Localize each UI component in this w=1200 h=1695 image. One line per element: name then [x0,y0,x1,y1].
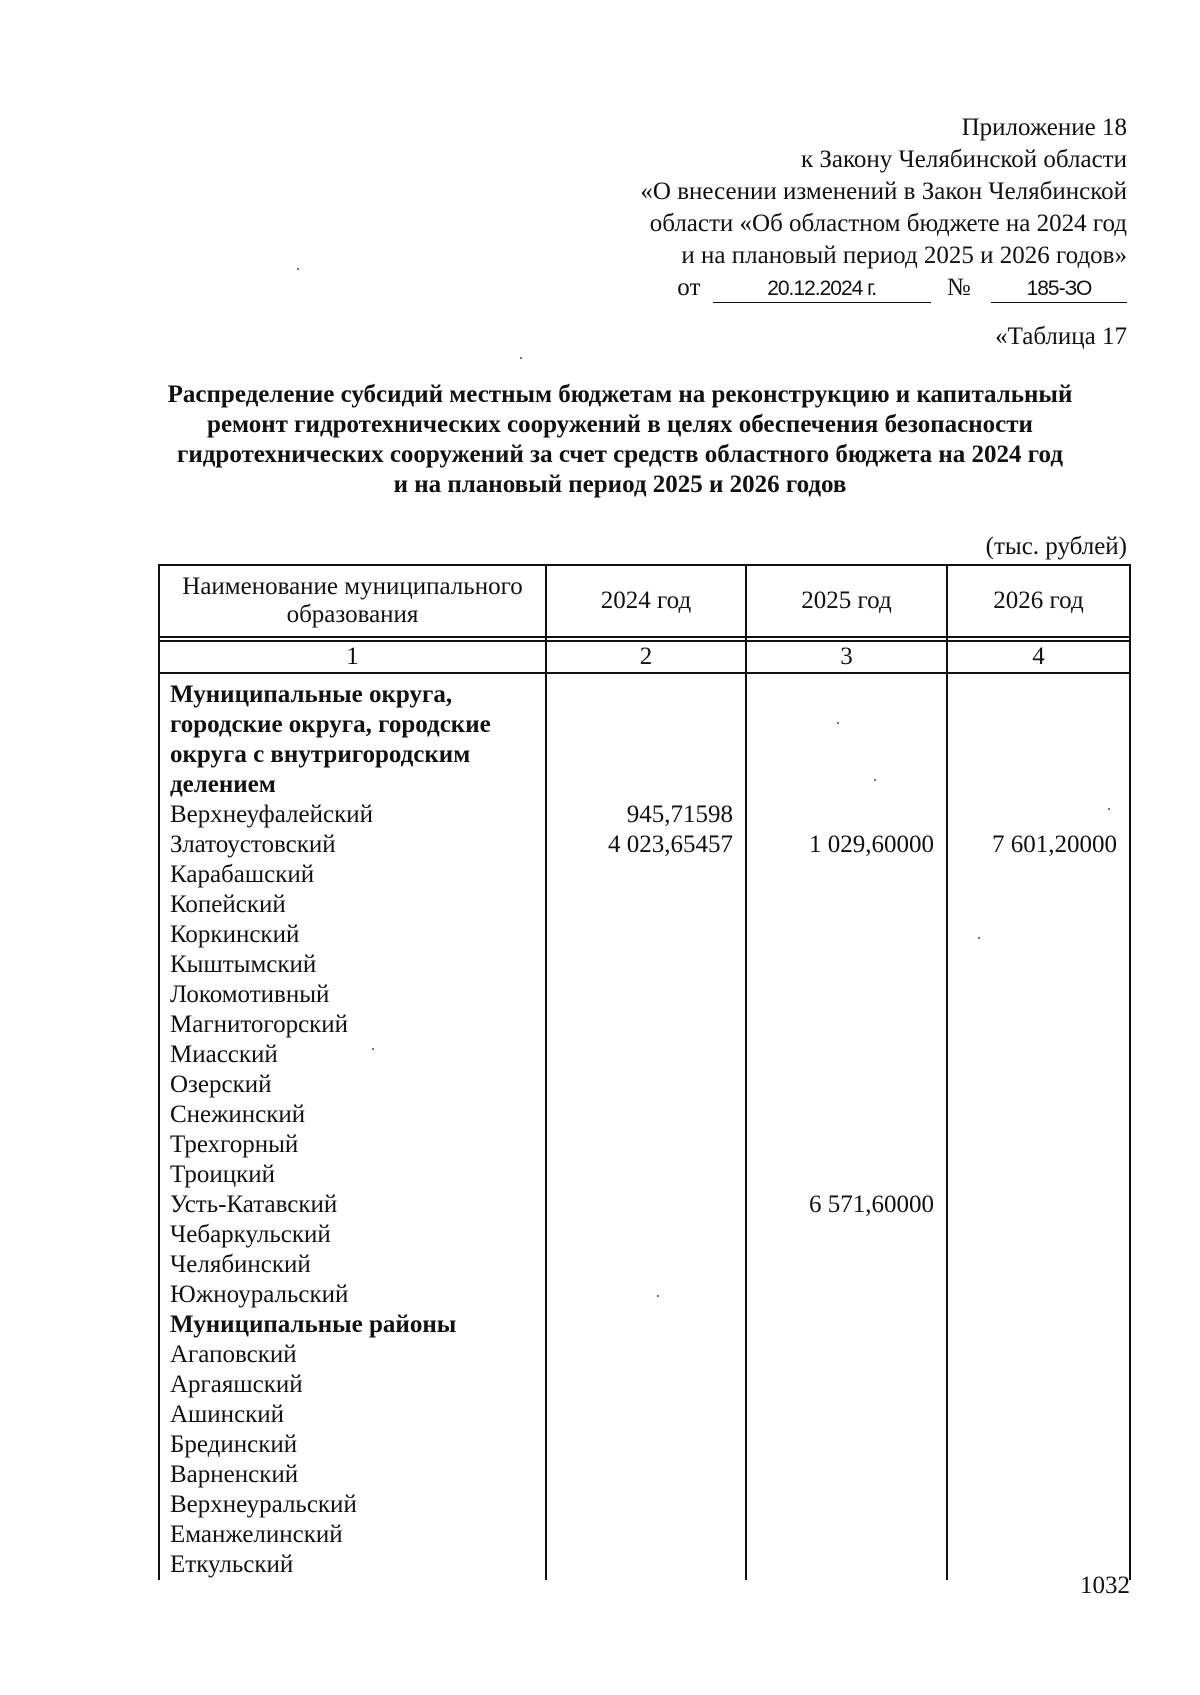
municipality-name: Еткульский [170,1551,294,1578]
value-2025: 1 029,60000 [809,831,934,858]
value-2025 [747,1280,946,1310]
value-2026 [948,1250,1129,1280]
value-2026 [948,1490,1129,1520]
number-label: № [946,274,971,301]
title-line: Распределение субсидий местным бюджетам на реконструкцию и капитальный [167,381,1073,408]
scan-speck [874,779,876,781]
value-2025 [747,1070,946,1100]
value-2025 [747,890,946,920]
value-2024 [547,1310,745,1340]
values-2025-column [746,673,947,1580]
law-number: 185-ЗО [991,276,1127,303]
appendix-period-line: и на плановый период 2025 и 2026 годов» [681,242,1127,269]
column-number: 2 [546,641,746,673]
value-2024 [547,1460,745,1490]
municipality-name: Аргаяшский [170,1371,303,1398]
header-2025: 2025 год [746,565,947,637]
value-2025 [747,800,946,830]
value-2026 [948,800,1129,830]
scan-speck [372,1048,374,1050]
municipality-name: Кыштымский [170,951,317,978]
value-2026 [948,920,1129,950]
value-2026 [948,770,1129,800]
value-2026 [948,1520,1129,1550]
value-2025 [747,1490,946,1520]
value-2025 [747,1250,946,1280]
value-2026 [948,1370,1129,1400]
values-2026-column [947,673,1130,1580]
value-2026 [948,1100,1129,1130]
title-line: гидротехнических сооружений за счет средств областного бюджета на 2024 год [177,441,1063,468]
value-2025 [747,950,946,980]
municipality-column [159,673,546,1580]
value-2026 [948,1070,1129,1100]
value-2024 [547,1100,745,1130]
municipality-name: Еманжелинский [170,1521,343,1548]
table-label: «Таблица 17 [995,323,1127,350]
value-2026 [948,890,1129,920]
municipality-name: Ашинский [170,1401,285,1428]
municipality-name: Коркинский [170,921,300,948]
value-2025 [747,1310,946,1340]
table-header-row [159,565,1130,637]
scan-speck [1108,808,1110,810]
appendix-budget-line: области «Об областном бюджете на 2024 год [649,210,1127,237]
value-2024 [547,1130,745,1160]
value-2025 [747,1100,946,1130]
value-2024: 945,71598 [626,801,733,828]
column-number-row [159,641,1130,673]
value-2024 [547,740,745,770]
municipality-name: Челябинский [170,1251,311,1278]
title-line: и на плановый период 2025 и 2026 годов [393,471,847,498]
value-2025 [747,920,946,950]
municipality-name: Озерский [170,1071,272,1098]
municipality-name: Варненский [170,1461,299,1488]
value-2024 [547,710,745,740]
municipality-name: Южноуральский [170,1281,349,1308]
value-2026 [948,980,1129,1010]
value-2025 [747,1520,946,1550]
scan-speck [520,357,522,359]
value-2025 [747,740,946,770]
value-2025: 6 571,60000 [809,1191,934,1218]
appendix-amendment-line: «О внесении изменений в Закон Челябинской [640,178,1127,205]
appendix-law-line: к Закону Челябинской области [801,146,1127,173]
column-number: 4 [947,641,1130,673]
municipality-name: Магнитогорский [170,1011,349,1038]
value-2025 [747,1130,946,1160]
value-2025 [747,1160,946,1190]
value-2024 [547,860,745,890]
value-2024 [547,1010,745,1040]
value-2024 [547,1190,745,1220]
municipality-name: Троицкий [170,1161,275,1188]
value-2026 [948,1310,1129,1340]
value-2025 [747,860,946,890]
value-2026 [948,740,1129,770]
value-2024 [547,1280,745,1310]
value-2025 [747,1370,946,1400]
title-line: ремонт гидротехнических сооружений в целях обеспечения безопасности [207,411,1033,438]
value-2025 [747,1400,946,1430]
value-2025 [747,980,946,1010]
value-2026 [948,860,1129,890]
header-municipality: Наименование муниципального образования [159,565,546,637]
value-2026 [948,680,1129,710]
value-2026 [948,1460,1129,1490]
table-body-row [159,673,1130,1580]
value-2024 [547,1070,745,1100]
value-2024 [547,1340,745,1370]
municipality-name: Верхнеуфалейский [170,801,373,828]
municipality-name: Снежинский [170,1101,306,1128]
value-2024 [547,920,745,950]
value-2024 [547,1040,745,1070]
value-2025 [747,770,946,800]
value-2025 [747,680,946,710]
value-2024 [547,1430,745,1460]
value-2025 [747,1040,946,1070]
page-number: 1032 [1080,1572,1130,1599]
scan-speck [297,268,299,270]
value-2026 [948,1130,1129,1160]
value-2024 [547,1550,745,1580]
value-2024 [547,950,745,980]
value-2024 [547,1220,745,1250]
value-2024 [547,1490,745,1520]
group-heading: округа с внутригородским [170,741,471,768]
group-heading: городские округа, городские [170,711,491,738]
column-number: 1 [159,641,546,673]
value-2024 [547,1160,745,1190]
municipality-name: Трехгорный [170,1131,299,1158]
value-2024: 4 023,65457 [608,831,733,858]
value-2024 [547,1400,745,1430]
value-2026 [948,1040,1129,1070]
appendix-date-number-line [640,272,1127,304]
document-title [120,380,1120,500]
value-2026 [948,1190,1129,1220]
values-2024-column [546,673,746,1580]
municipality-name: Верхнеуральский [170,1491,357,1518]
units-note: (тыс. рублей) [985,533,1127,560]
value-2026 [948,1220,1129,1250]
value-2025 [747,1550,946,1580]
value-2024 [547,1250,745,1280]
value-2024 [547,890,745,920]
value-2026 [948,1340,1129,1370]
appendix-header [640,112,1127,304]
value-2026: 7 601,20000 [992,831,1117,858]
value-2026 [948,1280,1129,1310]
value-2026 [948,710,1129,740]
municipality-name: Миасский [170,1041,278,1068]
value-2026 [948,1400,1129,1430]
value-2026 [948,950,1129,980]
value-2025 [747,1220,946,1250]
municipality-name: Чебаркульский [170,1221,331,1248]
scan-speck [657,1295,659,1297]
value-2025 [747,1430,946,1460]
municipality-name: Агаповский [170,1341,297,1368]
subsidy-table [158,564,1131,1580]
municipality-name: Карабашский [170,861,315,888]
header-2026: 2026 год [947,565,1130,637]
column-number: 3 [746,641,947,673]
law-date: 20.12.2024 г. [713,276,931,303]
municipality-name: Усть-Катавский [170,1191,338,1218]
municipality-name: Златоустовский [170,831,336,858]
value-2024 [547,1370,745,1400]
from-label: от [677,274,701,301]
value-2024 [547,770,745,800]
value-2026 [948,1430,1129,1460]
municipality-name: Брединский [170,1431,298,1458]
municipality-name: Локомотивный [170,981,330,1008]
value-2025 [747,1340,946,1370]
value-2026 [948,1160,1129,1190]
value-2025 [747,1460,946,1490]
header-2024: 2024 год [546,565,746,637]
group-heading: делением [170,771,276,798]
value-2025 [747,710,946,740]
scan-speck [837,722,839,724]
group-heading: Муниципальные районы [170,1311,457,1338]
municipality-name: Копейский [170,891,286,918]
appendix-title: Приложение 18 [961,114,1127,141]
value-2024 [547,980,745,1010]
scan-speck [978,937,980,939]
group-heading: Муниципальные округа, [170,681,453,708]
value-2026 [948,1010,1129,1040]
value-2024 [547,680,745,710]
value-2024 [547,1520,745,1550]
value-2025 [747,1010,946,1040]
